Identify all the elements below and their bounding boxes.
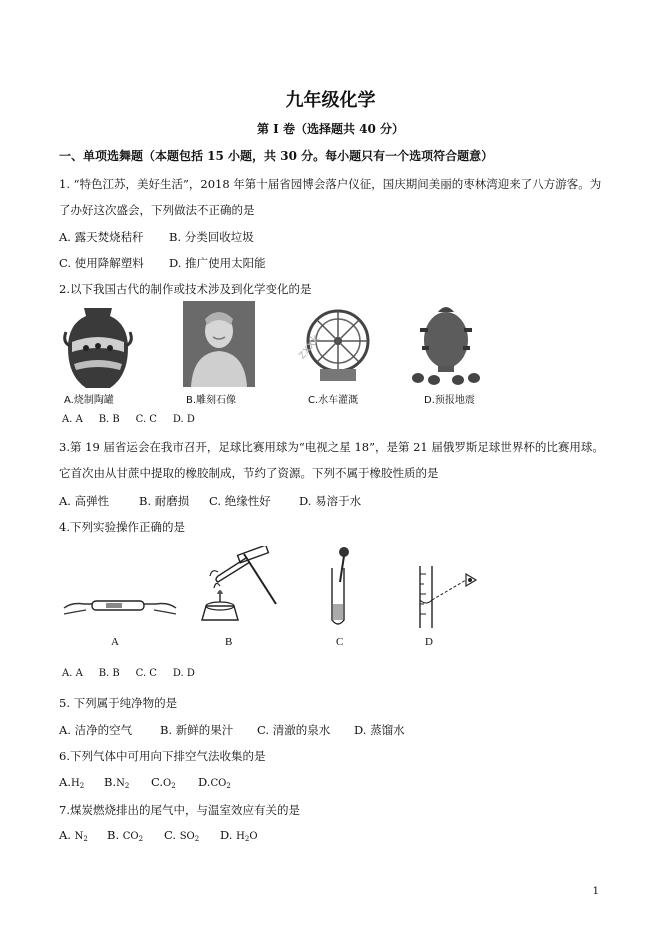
q1-stem-line1: 1. “特色江苏，美好生活”，2018 年第十届省园博会落户仪征，国庆期间美丽的枣林湾迎来了八方游客。为 [59,177,602,191]
q6-option-d [198,775,231,790]
q6-option-a-subscript: 2 [79,782,85,790]
q4-figure-label-a: A [111,636,119,648]
q3-stem-line2: 它首次由从甘蔗中提取的橡胶制成，节约了资源。下列不属于橡胶性质的是 [59,466,439,480]
q6-option-a-letter: A. [59,775,71,789]
q6-stem: 6.下列气体中可用向下排空气法收集的是 [59,749,266,763]
dropper-figure [320,546,360,628]
q7-option-a-subscript: 2 [83,835,88,843]
q6-option-a [59,775,84,790]
pottery-jar-image [62,302,134,402]
q7-option-c-subscript: 2 [194,835,200,843]
q7-stem: 7.煤炭燃烧排出的尾气中，与温室效应有关的是 [59,803,300,817]
page-title: 九年级化学 [285,90,376,111]
test-tube-hold-figure [62,588,178,624]
q2-caption-c: C.水车灌溉 [308,395,359,406]
q7-option-a [59,828,88,843]
q5-stem: 5. 下列属于纯净物的是 [59,696,178,710]
q6-option-d-formula: CO [210,778,227,789]
q2-caption-b: B.雕刻石像 [186,395,237,406]
seismoscope-image [408,302,484,386]
q6-option-c-letter: C. [151,775,164,789]
water-wheel-image [292,301,376,387]
svg-text:zxxk: zxxk [294,331,323,362]
q2-caption-d: D.预报地震 [424,395,475,406]
q6-option-a-formula: H [70,778,80,789]
q5-option-d: D. 蒸馏水 [354,723,405,737]
q7-option-b [107,828,143,843]
stone-statue-image [183,301,255,387]
q3-option-b: B. 耐磨损 [139,494,190,508]
q5-option-b: B. 新鲜的果汁 [160,723,234,737]
q6-option-b-formula: N [116,778,125,789]
q6-option-d-subscript: 2 [226,782,231,790]
q1-option-a: A. 露天焚烧秸秆 [59,230,144,244]
q7-option-c-formula: SO [179,831,195,842]
part-subtitle: 第 I 卷（选择题共 40 分） [256,122,405,136]
q6-option-d-letter: D. [198,775,211,789]
q6-option-c-subscript: 2 [171,782,176,790]
q6-option-b [104,775,129,790]
q6-option-c-formula: O [163,778,172,789]
q7-option-d-formula: H [236,831,245,842]
q4-figure-label-d: D [425,636,433,648]
q4-stem: 4.下列实验操作正确的是 [59,520,185,534]
q2-stem: 2.以下我国古代的制作或技术涉及到化学变化的是 [59,282,312,296]
q7-option-c [164,828,199,843]
q1-option-c: C. 使用降解塑料 [59,256,144,270]
q7-option-d-letter: D. [220,828,233,842]
page-number: 1 [592,886,599,897]
q5-option-a: A. 洁净的空气 [59,723,133,737]
q1-option-b: B. 分类回收垃圾 [169,230,254,244]
q1-option-d: D. 推广使用太阳能 [169,256,266,270]
q2-options: A. A B. B C. C D. D [62,414,195,425]
q6-option-b-subscript: 2 [124,782,130,790]
q7-option-b-subscript: 2 [138,835,144,843]
q6-option-c [151,775,176,790]
alcohol-lamp-figure [198,546,282,626]
section-heading: 一、单项选舞题（本题包括 15 小题，共 30 分。每小题只有一个选项符合题意） [59,149,494,163]
q7-option-a-letter: A. [59,828,71,842]
q7-option-b-formula: CO [122,831,139,842]
q6-option-b-letter: B. [104,775,117,789]
q5-option-c: C. 清澈的泉水 [257,723,331,737]
q7-option-d [220,828,258,843]
q4-figure-label-b: B [225,636,233,648]
q7-option-c-letter: C. [164,828,177,842]
q4-figure-label-c: C [336,636,344,648]
q4-options: A. A B. B C. C D. D [62,668,195,679]
q7-option-d-subscript: 2 [244,835,250,843]
q7-option-d-formula-tail: O [249,831,258,842]
q1-stem-line2: 了办好这次盛会，下列做法不正确的是 [59,203,255,217]
q3-option-d: D. 易溶于水 [299,494,362,508]
q3-option-c: C. 绝缘性好 [209,494,271,508]
graduated-cylinder-figure [412,562,488,630]
q7-option-b-letter: B. [107,828,120,842]
q7-option-a-formula: N [74,831,84,842]
q2-caption-a: A.烧制陶罐 [64,395,114,406]
q3-option-a: A. 高弹性 [59,494,110,508]
q3-stem-line1: 3.第 19 届省运会在我市召开，足球比赛用球为“电视之星 18”，是第 21 届俄罗斯足球世界杯的比赛用球。 [59,440,604,454]
